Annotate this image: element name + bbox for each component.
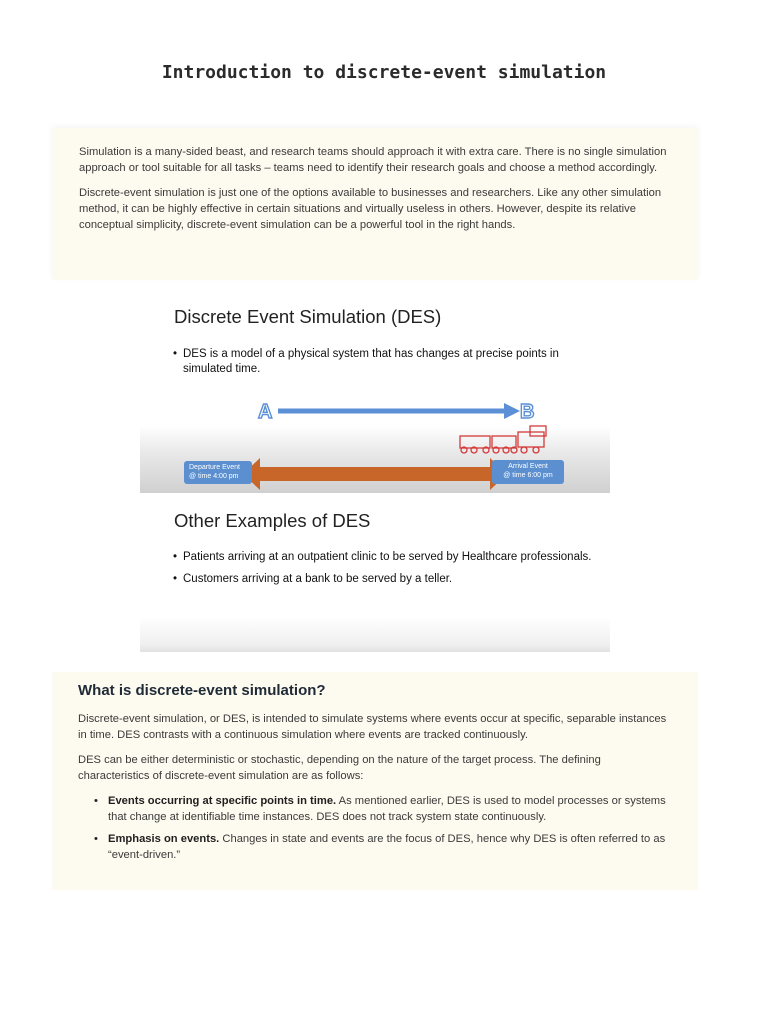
- intro-paragraph: Discrete-event simulation is just one of the options available to businesses and researchers. Like any other simulation method, it can be highly effective in certain situations and virtually useless in others. However, despite its relative conceptual simplicity, discrete-event simulation can be a powerful tool in the right hands.: [79, 187, 662, 231]
- des-slide-image: [140, 290, 610, 493]
- des-examples-slide-image: [140, 493, 610, 652]
- departure-event-box: [184, 461, 252, 484]
- characteristics-list: [94, 793, 672, 863]
- point-b-label: B: [520, 401, 535, 423]
- section-paragraph: DES can be either deterministic or stochastic, depending on the nature of the target process. The defining characteristics of discrete-event simulation are as follows:: [78, 754, 601, 782]
- a-to-b-arrow-head: [504, 403, 520, 419]
- slide-title: Discrete Event Simulation (DES): [174, 306, 442, 327]
- slide-bullet: • DES is a model of a physical system that has changes at precise points in simulated time.: [173, 347, 593, 377]
- slide-bullet: • Patients arriving at an outpatient clinic to be served by Healthcare professionals.: [173, 550, 593, 565]
- list-item: [94, 831, 672, 863]
- duration-arrow-bar: [256, 467, 490, 481]
- arrival-event-box: [492, 460, 564, 484]
- list-item-text: Changes in state and events are the focus of DES, hence why DES is often referred to as “event-driven.”: [108, 833, 666, 861]
- list-item-text: As mentioned earlier, DES is used to model processes or systems that change at identifiable time instances. DES does not track system state continuously.: [108, 795, 666, 823]
- section-heading: What is discrete-event simulation?: [78, 682, 326, 699]
- departure-event-time: @ time 4:00 pm: [189, 473, 239, 480]
- page-title: Introduction to discrete-event simulation: [161, 62, 607, 83]
- arrival-event-time: @ time 6:00 pm: [503, 472, 553, 479]
- list-item-title: Events occurring at specific points in time.: [108, 795, 337, 807]
- list-item-title: Emphasis on events.: [108, 833, 220, 845]
- list-item: [94, 793, 672, 825]
- arrival-event-label: Arrival Event: [508, 463, 548, 470]
- departure-event-label: Departure Event: [189, 464, 240, 471]
- slide-title: Other Examples of DES: [174, 510, 371, 531]
- slide-bullet: • Customers arriving at a bank to be served by a teller.: [173, 572, 593, 587]
- point-a-label: A: [258, 401, 273, 423]
- slide-bullets: [173, 550, 593, 594]
- section-paragraph: Discrete-event simulation, or DES, is intended to simulate systems where events occur at specific, separable instances in time. DES contrasts with a continuous simulation where events are tracked continuously.: [78, 713, 667, 741]
- train-sketch-icon: [460, 426, 546, 453]
- intro-card: [52, 128, 698, 280]
- what-is-des-card: [52, 672, 698, 890]
- intro-paragraph: Simulation is a many-sided beast, and research teams should approach it with extra care. There is no single simulation approach or tool suitable for all tasks – teams need to identify their research goals and choose a method accordingly.: [79, 146, 667, 174]
